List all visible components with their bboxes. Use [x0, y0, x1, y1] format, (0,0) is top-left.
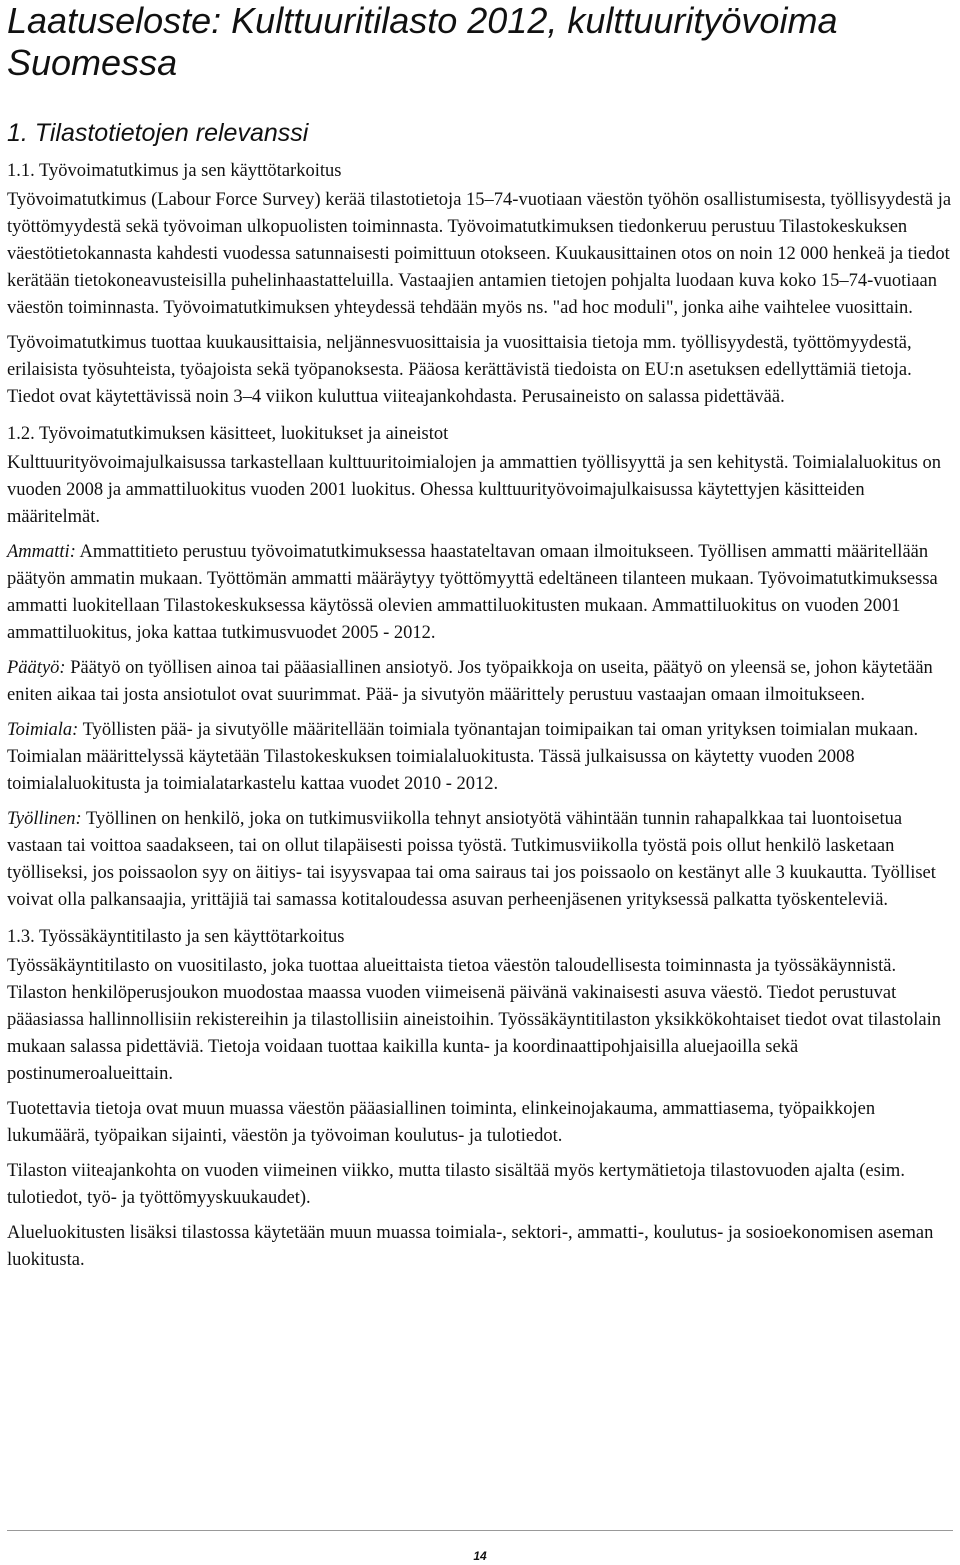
definition-tyollinen: [7, 806, 953, 914]
definition-paatyo: [7, 655, 953, 709]
paragraph: Tuotettavia tietoja ovat muun muassa väestön pääasiallinen toiminta, elinkeinojakauma, ammattiasema, työpaikkojen lukumäärä, työpaikan sijainti, väestön ja työvoiman koulutus- ja tulotiedot.: [7, 1099, 876, 1146]
subsection-1-1: [7, 158, 953, 411]
subsection-heading: 1.2. Työvoimatutkimuksen käsitteet, luokitukset ja aineistot: [7, 424, 449, 444]
paragraph: Kulttuurityövoimajulkaisussa tarkastellaan kulttuuritoimialojen ja ammattien työllisyyttä ja sen kehitystä. Toimialaluokitus on vuoden 2008 ja ammattiluokitus vuoden 2001 luokitus. Ohessa kulttuurityövoimajulkaisussa käytettyjen käsitteiden määritelmät.: [7, 453, 941, 527]
definition-toimiala: [7, 717, 953, 798]
footer-divider: [7, 1530, 953, 1531]
page-number: 14: [473, 1549, 487, 1563]
definition-term: Työllinen:: [7, 809, 82, 829]
subsection-heading: 1.3. Työssäkäyntitilasto ja sen käyttötarkoitus: [7, 927, 345, 947]
definition-term: Päätyö:: [7, 658, 66, 678]
definition-term: Ammatti:: [7, 542, 76, 562]
definition-text: Työllisten pää- ja sivutyölle määritellään toimiala työnantajan toimipaikan tai oman yrityksen toimialan mukaan. Toimialan määrittelyssä käytetään Tilastokeskuksen toimialaluokitusta. Tässä julkaisussa on käytetty vuoden 2008 toimialaluokitusta ja toimialatarkastelu kattaa vuodet 2010 - 2012.: [7, 720, 919, 794]
document-title: Laatuseloste: Kulttuuritilasto 2012, kulttuurityövoima Suomessa: [7, 0, 838, 83]
definition-ammatti: [7, 539, 953, 647]
subsection-1-3: [7, 924, 953, 1274]
document-page: [7, 0, 953, 1282]
definition-term: Toimiala:: [7, 720, 79, 740]
definition-text: Päätyö on työllisen ainoa tai pääasiallinen ansiotyö. Jos työpaikkoja on useita, päätyö on yleensä se, johon käytetään eniten aikaa tai josta ansiotulot ovat suurimmat. Pää- ja sivutyön määrittely perustuu vastaajan omaan ilmoitukseen.: [7, 658, 933, 705]
subsection-1-2: [7, 421, 953, 914]
paragraph: Työvoimatutkimus (Labour Force Survey) kerää tilastotietoja 15–74-vuotiaan väestön työhön osallistumisesta, työllisyydestä ja työttömyydestä sekä työvoiman ulkopuolisten toiminnasta. Työvoimatutkimuksen tiedonkeruu perustuu Tilastokeskuksen väestötietokannasta kahdesti vuodessa satunnaisesti poimittuun otokseen. Kuukausittainen otos on noin 12 000 henkeä ja tiedot kerätään tietokoneavusteisilla puhelinhaastatteluilla. Vastaajien antamien tietojen pohjalta luodaan kuva koko 15–74-vuotiaan väestön toiminnasta. Työvoimatutkimuksen yhteydessä tehdään myös ns. "ad hoc moduli", jonka aihe vaihtelee vuosittain.: [7, 190, 952, 318]
subsection-heading: 1.1. Työvoimatutkimus ja sen käyttötarkoitus: [7, 161, 342, 181]
paragraph: Työvoimatutkimus tuottaa kuukausittaisia, neljännesvuosittaisia ja vuosittaisia tietoja mm. työllisyydestä, työttömyydestä, erilaisista työsuhteista, työajoista sekä työpanoksesta. Pääosa kerättävistä tiedoista on EU:n asetuksen edellyttämiä tietoja. Tiedot ovat käytettävissä noin 3–4 viikon kuluttua viiteajankohdasta. Perusaineisto on salassa pidettävää.: [7, 333, 912, 407]
definition-text: Ammattitieto perustuu työvoimatutkimuksessa haastateltavan omaan ilmoitukseen. Työllisen ammatti määritellään päätyön ammatin mukaan. Työttömän ammatti määräytyy työttömyyttä edeltäneen tilanteen mukaan. Työvoimatutkimuksessa ammatti luokitellaan Tilastokeskuksessa käytössä olevien ammattiluokitusten mukaan. Ammattiluokitus on vuoden 2001 ammattiluokitus, joka kattaa tutkimusvuodet 2005 - 2012.: [7, 542, 938, 643]
paragraph: Alueluokitusten lisäksi tilastossa käytetään muun muassa toimiala-, sektori-, ammatti-, koulutus- ja sosioekonomisen aseman luokitusta.: [7, 1223, 934, 1270]
definition-text: Työllinen on henkilö, joka on tutkimusviikolla tehnyt ansiotyötä vähintään tunnin rahapalkkaa tai luontoisetua vastaan tai voittoa saadakseen, tai on ollut tilapäisesti poissa työstä. Tutkimusviikolla työstä pois ollut henkilö lasketaan työlliseksi, jos poissaolon syy on äitiys- tai isyysvapaa tai oma sairaus tai jos poissaolo on kestänyt alle 3 kuukautta. Työlliset voivat olla palkansaajia, yrittäjiä tai samassa kotitaloudessa asuvan perheenjäsenen yrityksessä palkatta työskenteleviä.: [7, 809, 936, 910]
section-title: 1. Tilastotietojen relevanssi: [7, 119, 309, 147]
paragraph: Tilaston viiteajankohta on vuoden viimeinen viikko, mutta tilasto sisältää myös kertymätietoja tilastovuoden ajalta (esim. tulotiedot, työ- ja työttömyyskuukaudet).: [7, 1161, 905, 1208]
paragraph: Työssäkäyntitilasto on vuositilasto, joka tuottaa alueittaista tietoa väestön taloudellisesta toiminnasta ja työssäkäynnistä. Tilaston henkilöperusjoukon muodostaa maassa vuoden viimeisenä päivänä vakinaisesti asuva väestö. Tiedot perustuvat pääasiassa hallinnollisiin rekistereihin ja tilastollisiin aineistoihin. Työssäkäyntitilaston yksikkökohtaiset tiedot ovat tilastolain mukaan salassa pidettäviä. Tietoja voidaan tuottaa kaikilla kunta- ja koordinaattipohjaisilla aluejaoilla sekä postinumeroalueittain.: [7, 956, 942, 1084]
